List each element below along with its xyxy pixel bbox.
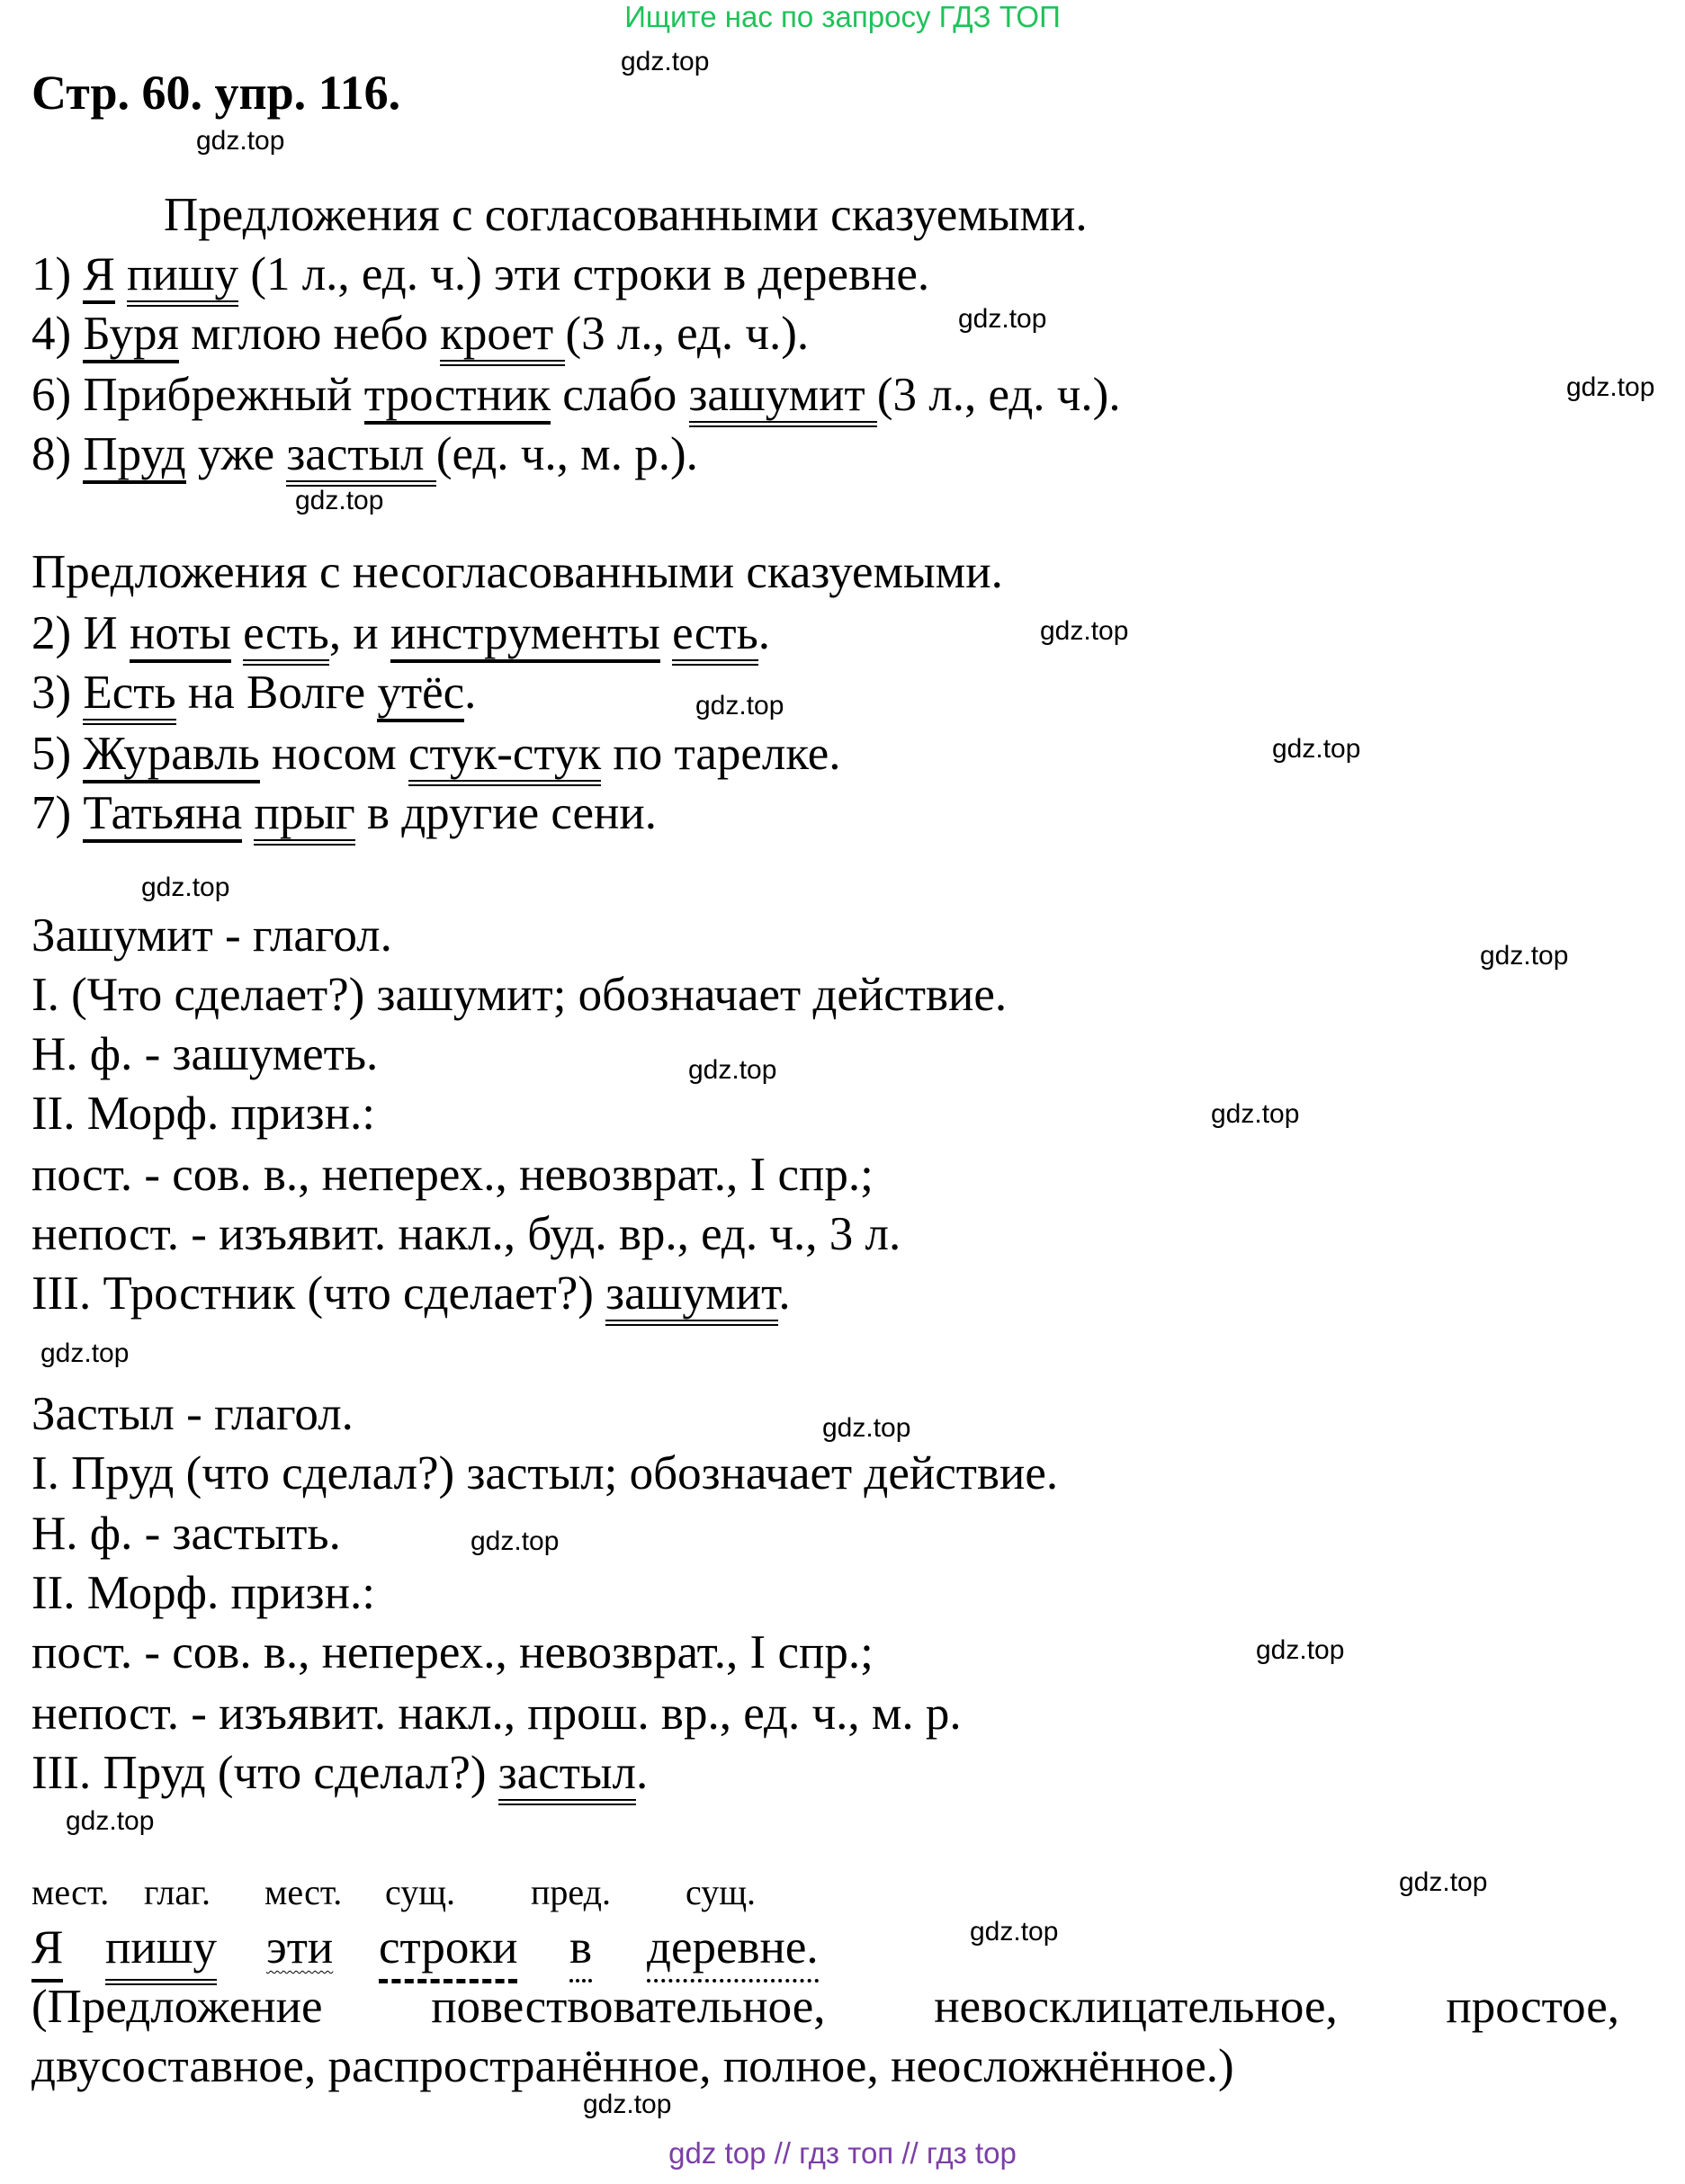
watermark: gdz.top (958, 304, 1047, 334)
text-segment: (3 л., ед. ч.). (876, 369, 1121, 421)
pos-label: пред. (531, 1872, 611, 1912)
watermark: gdz.top (688, 1055, 777, 1085)
subject-word: Пруд (83, 428, 185, 484)
subject-word: тростник (364, 369, 551, 425)
watermark: gdz.top (40, 1338, 130, 1368)
predicate-word: пишу (127, 248, 238, 307)
sentence-5 (31, 722, 841, 785)
watermark: gdz.top (1256, 1635, 1345, 1665)
pos-label: мест. (31, 1872, 110, 1912)
text-segment: непост. - изъявит. накл., буд. вр., ед. ч., 3 л. (31, 1208, 901, 1260)
footer-links[interactable]: gdz top // гдз топ // гдз top (668, 2136, 1017, 2170)
sentence-6 (31, 363, 1121, 426)
watermark: gdz.top (1480, 941, 1569, 971)
analysis-zastyl-6 (31, 1682, 962, 1745)
nonagreed-title (31, 541, 1003, 604)
analysis-zashumit-2 (31, 963, 1007, 1026)
text-segment: . (464, 667, 477, 719)
text-segment: мглою небо (178, 308, 441, 360)
text-segment: 7) (31, 787, 84, 839)
text-segment: II. Морф. призн.: (31, 1567, 375, 1619)
parsed-word: строки (379, 1916, 517, 1983)
text-segment: III. Пруд (что сделал?) (31, 1747, 498, 1799)
sentence-summary-line-2: двусоставное, распространённое, полное, неосложнённое.) (31, 2040, 1234, 2092)
subject-word: Я (83, 248, 114, 304)
text-segment (660, 607, 672, 659)
text-segment: Застыл - глагол. (31, 1388, 354, 1440)
analysis-zashumit-5 (31, 1143, 874, 1206)
parsed-word: эти (266, 1921, 334, 1974)
text-segment: уже (185, 428, 287, 480)
watermark: gdz.top (970, 1917, 1059, 1947)
text-segment: . (635, 1747, 649, 1799)
analysis-zashumit-6 (31, 1203, 901, 1266)
subject-word: Журавль (83, 728, 259, 783)
text-segment (242, 787, 254, 839)
watermark: gdz.top (695, 691, 784, 721)
text-segment: I. (Что сделает?) зашумит; обозначает действие. (31, 969, 1008, 1021)
text-segment: 2) И (31, 607, 130, 659)
analysis-zashumit-4 (31, 1082, 375, 1145)
sentence-7 (31, 782, 657, 845)
text-segment: , и (328, 607, 390, 659)
text-segment: (3 л., ед. ч.). (565, 308, 810, 360)
watermark: gdz.top (196, 126, 285, 156)
sentence-8 (31, 423, 698, 486)
analysis-zastyl-5 (31, 1621, 874, 1684)
parsed-word: в (569, 1916, 592, 1983)
watermark: gdz.top (1566, 372, 1655, 402)
sentence-3 (31, 661, 476, 724)
text-segment: . (778, 1267, 791, 1320)
text-segment: III. Тростник (что сделает?) (31, 1267, 606, 1320)
predicate-word: есть (243, 607, 329, 666)
watermark: gdz.top (1211, 1099, 1300, 1129)
text-segment: 1) (31, 248, 84, 300)
text-segment: 4) (31, 308, 84, 360)
predicate-word: прыг (254, 787, 354, 846)
subject-word: утёс (377, 667, 464, 722)
text-segment: 8) (31, 428, 84, 480)
parsed-word: Я (31, 1916, 63, 1983)
parsed-word: деревне. (647, 1916, 819, 1983)
analysis-zashumit-7 (31, 1262, 791, 1325)
text-segment: на Волге (175, 667, 378, 719)
text-segment: (ед. ч., м. р.). (435, 428, 698, 480)
text-segment: Предложения с несогласованными сказуемыми. (31, 546, 1003, 598)
analysis-zashumit-1 (31, 904, 392, 967)
analysis-zastyl-2 (31, 1442, 1058, 1505)
watermark: gdz.top (471, 1526, 560, 1556)
text-segment: по тарелке. (601, 728, 841, 780)
watermark: gdz.top (583, 2090, 672, 2119)
subject-word: Буря (83, 308, 179, 363)
text-segment: . (757, 607, 771, 659)
agreed-title (164, 183, 1088, 246)
analysis-zashumit-3 (31, 1023, 378, 1086)
predicate-word: застыл (286, 428, 435, 487)
parsed-word: пишу (105, 1916, 217, 1985)
text-segment: Зашумит - глагол. (31, 909, 392, 962)
predicate-word: есть (672, 607, 758, 666)
predicate-word: кроет (440, 308, 565, 366)
text-segment: Н. ф. - застыть. (31, 1508, 341, 1560)
text-segment: II. Морф. призн.: (31, 1088, 375, 1140)
search-banner[interactable]: Ищите нас по запросу ГДЗ ТОП (624, 0, 1061, 33)
text-segment: непост. - изъявит. накл., прош. вр., ед. ч., м. р. (31, 1687, 962, 1740)
text-segment: носом (259, 728, 409, 780)
subject-word: инструменты (390, 607, 660, 663)
predicate-word: стук-стук (408, 728, 601, 786)
text-segment (231, 607, 243, 659)
pos-label: сущ. (385, 1872, 456, 1912)
analysis-zastyl-4 (31, 1562, 375, 1625)
predicate-word: зашумит (605, 1267, 778, 1326)
text-segment (115, 248, 127, 300)
sentence-1 (31, 243, 929, 306)
sentence-4 (31, 302, 809, 365)
watermark: gdz.top (822, 1413, 911, 1443)
text-segment: I. Пруд (что сделал?) застыл; обозначает действие. (31, 1447, 1059, 1499)
predicate-word: Есть (83, 667, 175, 725)
text-segment: в другие сени. (354, 787, 658, 839)
text-segment: Н. ф. - зашуметь. (31, 1028, 379, 1080)
text-segment: (1 л., ед. ч.) эти строки в деревне. (238, 248, 930, 300)
subject-word: ноты (130, 607, 231, 663)
pos-label: глаг. (144, 1872, 211, 1912)
predicate-word: зашумит (689, 369, 877, 427)
analysis-zastyl-3 (31, 1502, 341, 1565)
text-segment: пост. - сов. в., неперех., невозврат., I спр.; (31, 1626, 874, 1678)
text-segment: Предложения с согласованными сказуемыми. (164, 189, 1088, 241)
pos-label: мест. (264, 1872, 343, 1912)
sentence-2 (31, 602, 770, 665)
text-segment: 5) (31, 728, 84, 780)
text-segment: слабо (551, 369, 689, 421)
watermark: gdz.top (1040, 616, 1129, 646)
analysis-zastyl-7 (31, 1741, 648, 1804)
text-segment: 6) Прибрежный (31, 369, 364, 421)
page-title: Стр. 60. упр. 116. (31, 66, 401, 120)
watermark: gdz.top (621, 47, 710, 76)
watermark: gdz.top (141, 873, 230, 902)
watermark: gdz.top (66, 1806, 155, 1836)
text-segment: пост. - сов. в., неперех., невозврат., I спр.; (31, 1149, 874, 1201)
watermark: gdz.top (1272, 734, 1361, 764)
pos-label: сущ. (686, 1872, 757, 1912)
subject-word: Татьяна (83, 787, 242, 843)
analysis-zastyl-1 (31, 1383, 354, 1446)
sentence-summary-line-1: (Предложение повествовательное, невосклицательное, простое, (31, 1981, 1619, 2033)
text-segment: 3) (31, 667, 84, 719)
watermark: gdz.top (1399, 1867, 1488, 1897)
predicate-word: застыл (498, 1747, 636, 1805)
watermark: gdz.top (295, 486, 384, 515)
